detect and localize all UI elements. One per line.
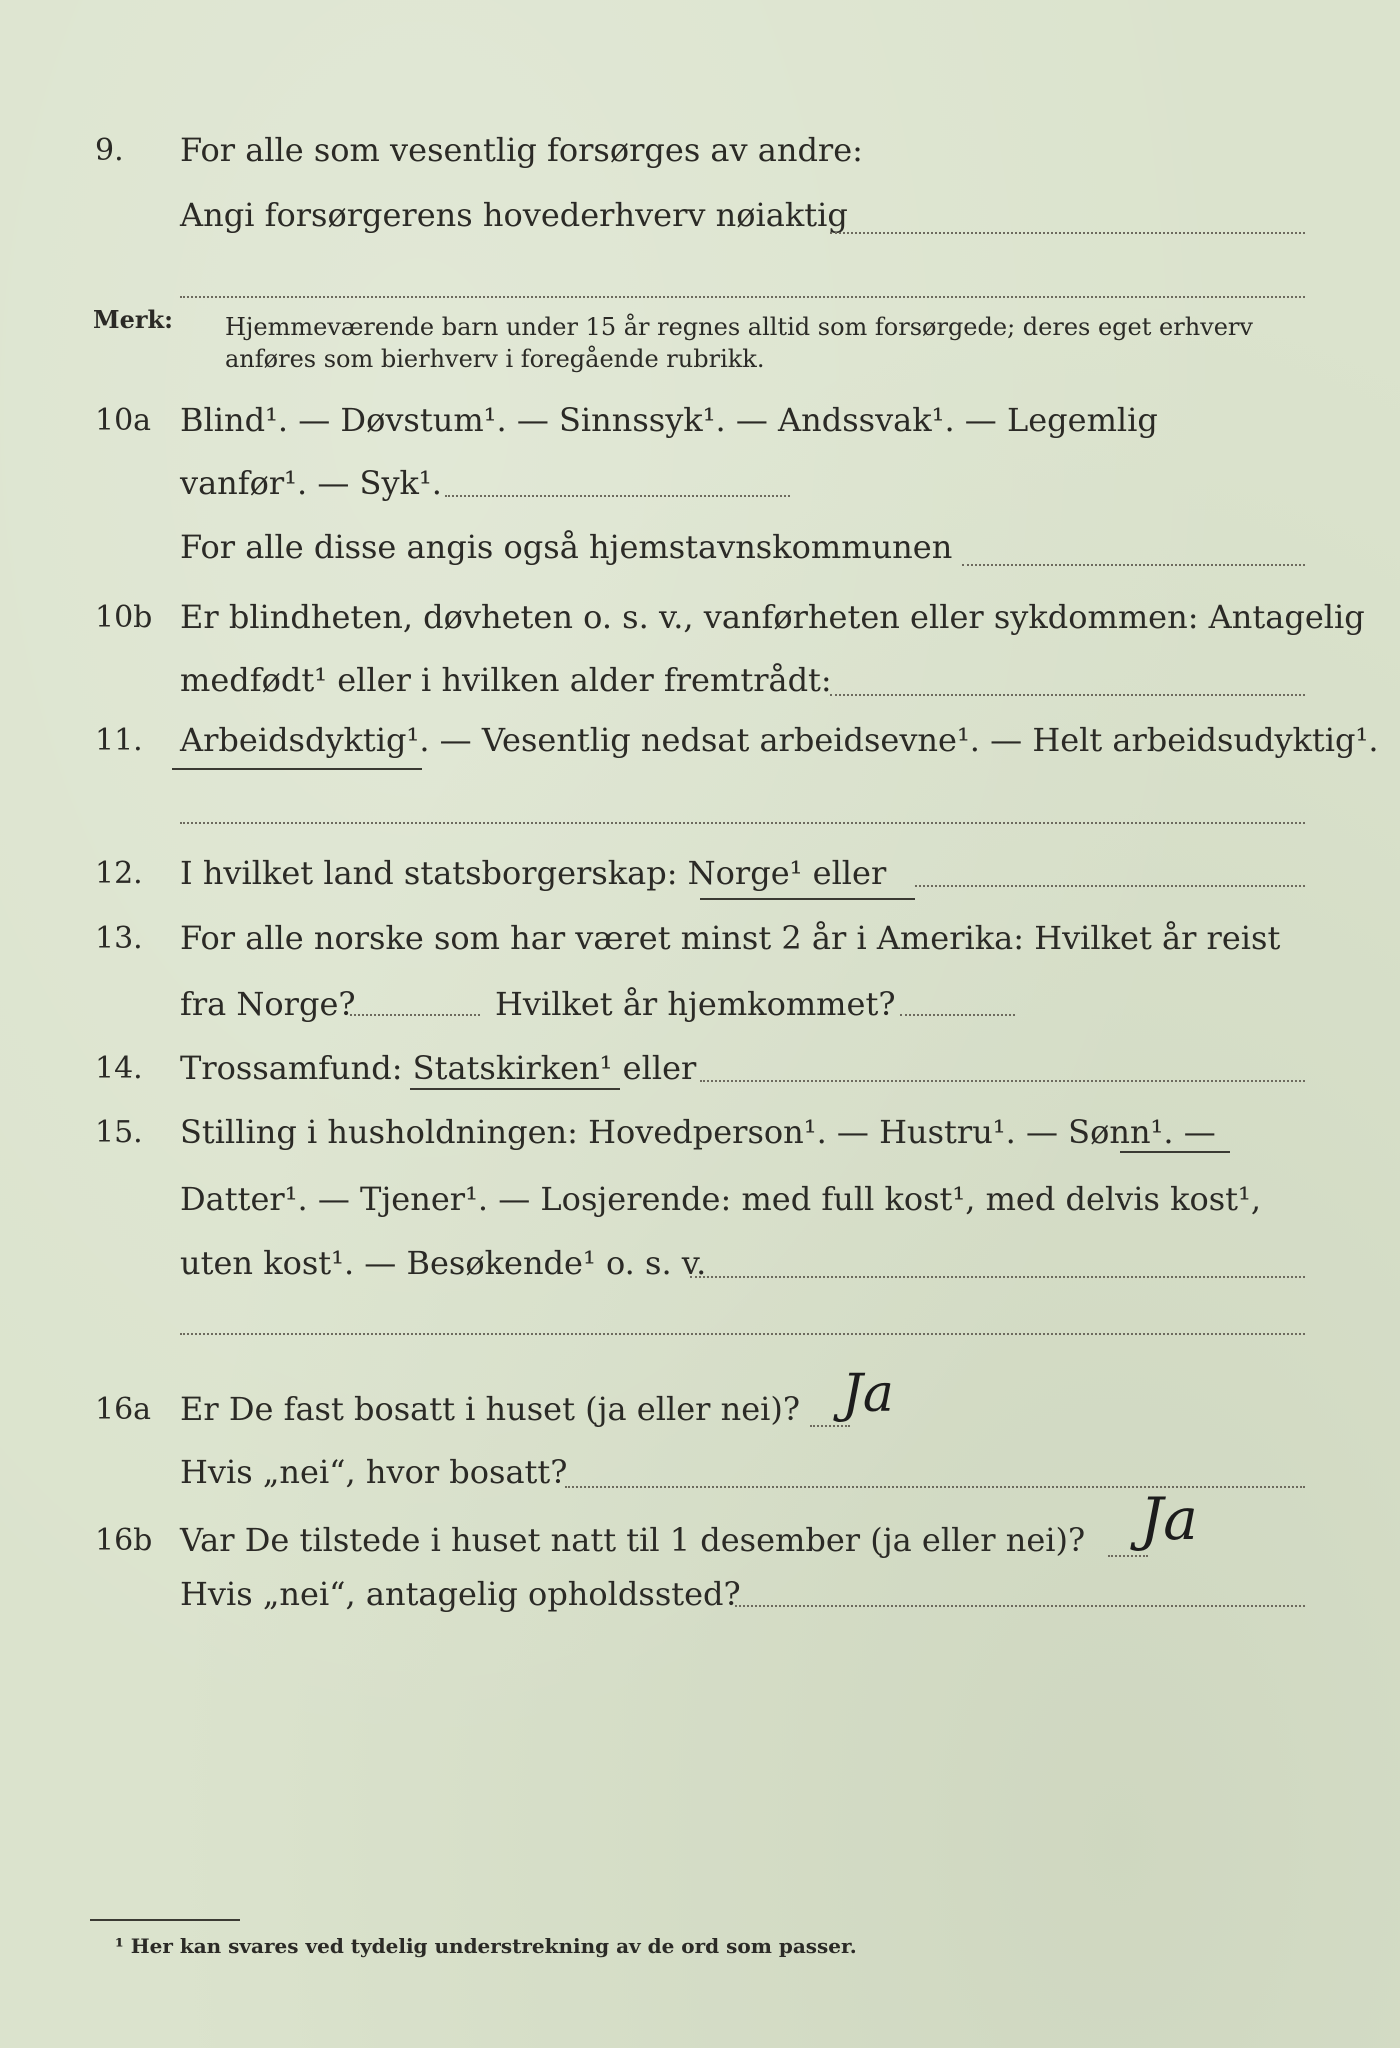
question-12-line-1: I hvilket land statsborgerskap: Norge¹ eller bbox=[180, 854, 887, 892]
question-12-answer-line[interactable] bbox=[915, 885, 1305, 887]
question-13-left-answer-line[interactable] bbox=[350, 1014, 480, 1016]
question-15-answer-line-2[interactable] bbox=[180, 1333, 1305, 1335]
question-9-number: 9. bbox=[95, 133, 124, 168]
question-10b-answer-line[interactable] bbox=[830, 694, 1305, 696]
question-10b-number: 10b bbox=[95, 600, 153, 635]
footnote: ¹ Her kan svares ved tydelig understrekning av de ord som passer. bbox=[115, 1934, 857, 1958]
question-12-handwritten-underline bbox=[700, 898, 915, 900]
question-10b-line-1: Er blindheten, døvheten o. s. v., vanførheten eller sykdommen: Antagelig bbox=[180, 598, 1365, 636]
footnote-rule bbox=[90, 1919, 240, 1921]
question-10a-line-1: Blind¹. — Døvstum¹. — Sinnssyk¹. — Andssvak¹. — Legemlig bbox=[180, 401, 1158, 439]
question-14-answer-line[interactable] bbox=[700, 1080, 1305, 1082]
question-14-number: 14. bbox=[95, 1051, 143, 1086]
note-line-1: Hjemmeværende barn under 15 år regnes alltid som forsørgede; deres eget erhverv bbox=[225, 313, 1253, 341]
question-16a-line-1: Er De fast bosatt i huset (ja eller nei)? bbox=[180, 1390, 801, 1428]
question-13-line-2b: Hvilket år hjemkommet? bbox=[495, 985, 896, 1023]
question-15-line-1: Stilling i husholdningen: Hovedperson¹. — Hustru¹. — Sønn¹. — bbox=[180, 1113, 1216, 1151]
note-label: Merk: bbox=[93, 305, 173, 334]
question-9-answer-line-2[interactable] bbox=[180, 296, 1305, 298]
question-10a-line-3: For alle disse angis også hjemstavnskommunen bbox=[180, 528, 953, 566]
question-11-answer-line[interactable] bbox=[180, 822, 1305, 824]
question-16a-line-2: Hvis „nei“, hvor bosatt? bbox=[180, 1453, 568, 1491]
question-15-answer-line[interactable] bbox=[690, 1276, 1305, 1278]
question-15-line-3: uten kost¹. — Besøkende¹ o. s. v. bbox=[180, 1244, 707, 1282]
question-15-handwritten-underline bbox=[1120, 1151, 1230, 1153]
question-9-line-2: Angi forsørgerens hovederhverv nøiaktig bbox=[180, 196, 848, 234]
question-15-line-2: Datter¹. — Tjener¹. — Losjerende: med full kost¹, med delvis kost¹, bbox=[180, 1180, 1262, 1218]
question-16b-number: 16b bbox=[95, 1523, 153, 1558]
question-16b-line-2: Hvis „nei“, antagelig opholdssted? bbox=[180, 1575, 741, 1613]
question-13-line-2a: fra Norge? bbox=[180, 985, 356, 1023]
question-14-handwritten-underline bbox=[410, 1088, 620, 1090]
question-16b-line-1: Var De tilstede i huset natt til 1 desember (ja eller nei)? bbox=[180, 1521, 1086, 1559]
question-10a-home-answer-line[interactable] bbox=[962, 564, 1305, 566]
question-16b-handwritten-answer: Ja bbox=[1140, 1485, 1198, 1553]
question-16a-number: 16a bbox=[95, 1392, 152, 1427]
question-16a-answer-line[interactable] bbox=[810, 1425, 850, 1427]
question-9-answer-line[interactable] bbox=[830, 232, 1305, 234]
note-line-2: anføres som bierhverv i foregående rubrikk. bbox=[225, 345, 765, 373]
question-13-number: 13. bbox=[95, 921, 143, 956]
question-13-right-answer-line[interactable] bbox=[900, 1014, 1015, 1016]
question-16b-location-answer-line[interactable] bbox=[735, 1605, 1305, 1607]
question-13-line-1: For alle norske som har været minst 2 år i Amerika: Hvilket år reist bbox=[180, 919, 1281, 957]
question-10a-answer-line[interactable] bbox=[445, 495, 790, 497]
question-9-line-1: For alle som vesentlig forsørges av andre: bbox=[180, 131, 863, 169]
question-10a-number: 10a bbox=[95, 403, 152, 438]
question-11-number: 11. bbox=[95, 723, 143, 758]
question-10a-line-2: vanfør¹. — Syk¹. bbox=[180, 464, 442, 502]
question-14-line-1: Trossamfund: Statskirken¹ eller bbox=[180, 1049, 697, 1087]
question-15-number: 15. bbox=[95, 1115, 143, 1150]
question-11-handwritten-underline bbox=[172, 768, 422, 770]
question-12-number: 12. bbox=[95, 856, 143, 891]
question-16a-handwritten-answer: Ja bbox=[842, 1364, 894, 1424]
question-10b-line-2: medfødt¹ eller i hvilken alder fremtrådt: bbox=[180, 661, 832, 699]
question-11-line-1: Arbeidsdyktig¹. — Vesentlig nedsat arbeidsevne¹. — Helt arbeidsudyktig¹. bbox=[180, 721, 1379, 759]
question-16b-answer-line[interactable] bbox=[1108, 1555, 1148, 1557]
